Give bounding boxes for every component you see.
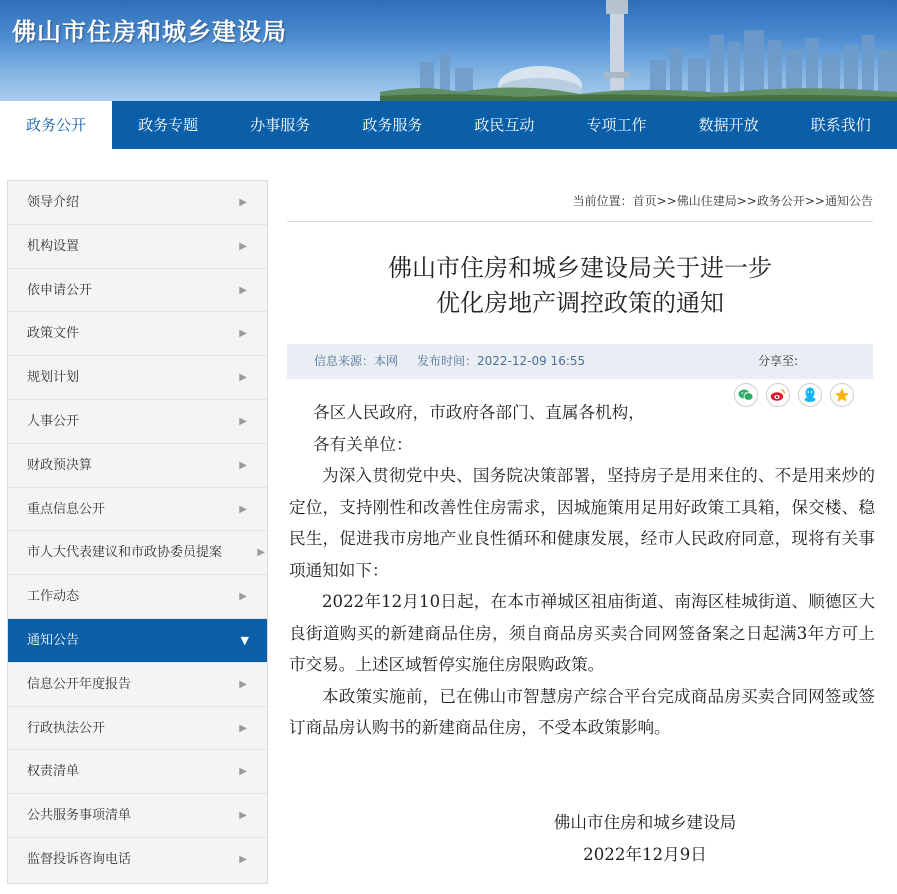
breadcrumb-bureau[interactable]: 佛山住建局	[676, 194, 737, 208]
sidebar-item-annual-report[interactable]	[8, 663, 267, 707]
sidebar-item-label: 依申请公开	[27, 282, 93, 298]
main-nav	[0, 101, 897, 149]
chevron-down-icon: ▼	[240, 633, 249, 647]
site-title: 佛山市住房和城乡建设局	[12, 18, 287, 46]
sidebar-item-work-news[interactable]	[8, 575, 267, 619]
paragraph: 本政策实施前，已在佛山市智慧房产综合平台完成商品房买卖合同网签或签订商品房认购书的新建商品住房，不受本政策影响。	[289, 686, 875, 737]
info-source: 信息来源：本网	[314, 354, 399, 368]
chevron-right-icon: ▶	[239, 853, 247, 865]
chevron-right-icon: ▶	[239, 722, 247, 734]
sidebar-item-policy-docs[interactable]	[8, 312, 267, 356]
sidebar-item-label: 市人大代表建议和市政协委员提案	[27, 545, 223, 561]
nav-item-open-data[interactable]: 数据开放	[698, 116, 759, 134]
article-title-line1: 佛山市住房和城乡建设局关于进一步	[388, 254, 772, 282]
breadcrumb-separator: >>	[736, 194, 757, 208]
breadcrumb-gov-affairs[interactable]: 政务公开	[756, 194, 805, 208]
chevron-right-icon: ▶	[239, 591, 247, 603]
article-meta-bar	[287, 344, 873, 379]
sidebar-item-label: 机构设置	[27, 238, 80, 254]
sidebar-item-powers-list[interactable]	[8, 750, 267, 794]
paragraph: 2022年12月10日起，在本市禅城区祖庙街道、南海区桂城街道、顺德区大良街道购买的新建商品住房，须自商品房买卖合同网签备案之日起满3年方可上市交易。上述区域暂停实施住房限购政策。	[289, 592, 875, 674]
sidebar-item-label: 信息公开年度报告	[27, 676, 132, 692]
chevron-right-icon: ▶	[239, 415, 247, 427]
sidebar-item-label: 工作动态	[27, 589, 80, 605]
sidebar-item-organization[interactable]	[8, 225, 267, 269]
sidebar-item-label: 权责清单	[27, 764, 80, 780]
chevron-right-icon: ▶	[239, 240, 247, 252]
breadcrumb-notices[interactable]: 通知公告	[824, 194, 873, 208]
nav-item-gov-topics[interactable]: 政务专题	[138, 116, 199, 134]
sidebar-item-label: 公共服务事项清单	[27, 808, 132, 824]
sidebar-item-label: 领导介绍	[27, 195, 80, 210]
sidebar	[7, 180, 268, 884]
paragraph: 为深入贯彻党中央、国务院决策部署，坚持房子是用来住的、不是用来炒的定位，支持刚性和改善性住房需求，因城施策用足用好政策工具箱，保交楼、稳民生，促进我市房地产业良性循环和健康发展，经市人民政府同意，现将有关事项通知如下：	[289, 466, 875, 580]
chevron-right-icon: ▶	[239, 766, 247, 778]
nav-item-gov-affairs-public[interactable]: 政务公开	[0, 101, 112, 149]
chevron-right-icon: ▶	[239, 284, 247, 296]
site-banner	[0, 0, 897, 101]
sidebar-item-personnel[interactable]	[8, 400, 267, 444]
nav-item-interaction[interactable]: 政民互动	[474, 116, 535, 134]
sidebar-item-complaint-hotline[interactable]	[8, 838, 267, 882]
sidebar-item-planning[interactable]	[8, 356, 267, 400]
publish-time: 发布时间：2022-12-09 16:55	[417, 354, 586, 368]
breadcrumb-separator: >>	[804, 194, 825, 208]
breadcrumb-separator: >>	[656, 194, 677, 208]
sidebar-item-label: 行政执法公开	[27, 720, 106, 736]
chevron-right-icon: ▶	[239, 678, 247, 690]
breadcrumb	[287, 192, 873, 222]
breadcrumb-home[interactable]: 首页	[632, 194, 657, 208]
chevron-right-icon: ▶	[239, 328, 247, 340]
sidebar-item-label: 财政预决算	[27, 457, 93, 473]
signature-date: 2022年12月9日	[583, 844, 707, 864]
share-label: 分享至:	[758, 354, 799, 368]
sidebar-item-leaders[interactable]	[8, 181, 267, 225]
sidebar-item-label: 通知公告	[27, 632, 80, 648]
signature	[540, 807, 750, 870]
chevron-right-icon: ▶	[239, 197, 247, 208]
salutation-line2: 各有关单位：	[313, 434, 413, 454]
signature-org: 佛山市住房和城乡建设局	[553, 813, 737, 832]
sidebar-item-budget[interactable]	[8, 444, 267, 488]
sidebar-item-key-info[interactable]	[8, 488, 267, 532]
chevron-right-icon: ▶	[239, 459, 247, 471]
chevron-right-icon: ▶	[257, 547, 265, 559]
nav-item-service[interactable]: 办事服务	[250, 116, 311, 134]
nav-item-gov-service[interactable]: 政务服务	[362, 116, 423, 134]
article-title	[287, 251, 873, 321]
sidebar-item-label: 监督投诉咨询电话	[27, 851, 132, 867]
chevron-right-icon: ▶	[239, 810, 247, 822]
sidebar-item-enforcement[interactable]	[8, 707, 267, 751]
sidebar-item-label: 政策文件	[27, 326, 80, 342]
salutation-line1: 各区人民政府，市政府各部门、直属各机构，	[313, 403, 645, 422]
breadcrumb-prefix: 当前位置：	[572, 194, 633, 208]
sidebar-item-proposals[interactable]	[8, 531, 267, 575]
chevron-right-icon: ▶	[239, 503, 247, 515]
nav-item-contact[interactable]: 联系我们	[810, 116, 871, 134]
sidebar-item-notices[interactable]	[8, 619, 267, 663]
sidebar-item-label: 重点信息公开	[27, 501, 106, 517]
sidebar-item-label: 人事公开	[27, 413, 80, 429]
chevron-right-icon: ▶	[239, 372, 247, 384]
nav-item-special-work[interactable]: 专项工作	[586, 116, 647, 134]
sidebar-item-on-request[interactable]	[8, 269, 267, 313]
sidebar-item-public-service[interactable]	[8, 794, 267, 838]
article-body	[289, 397, 875, 744]
article-title-line2: 优化房地产调控政策的通知	[436, 289, 724, 317]
sidebar-item-label: 规划计划	[27, 370, 80, 386]
